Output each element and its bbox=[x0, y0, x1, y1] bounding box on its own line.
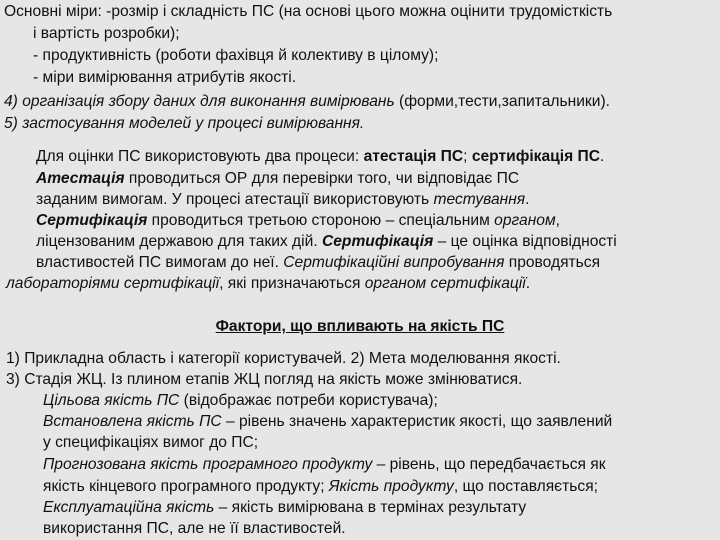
text-line bbox=[43, 477, 598, 497]
plain-text: – рівень, що передбачається як bbox=[372, 456, 606, 473]
text-line bbox=[36, 211, 560, 231]
plain-text: . bbox=[525, 191, 530, 208]
plain-text: Для оцінки ПС використовують два процеси: bbox=[36, 148, 364, 165]
emph-text: Прогнозована якість програмного продукту bbox=[43, 456, 373, 473]
emph-text: лабораторіями сертифікації bbox=[6, 275, 220, 292]
emph-text: 4) організація збору даних для виконання вимірювань bbox=[4, 93, 395, 110]
plain-text: проводяться bbox=[504, 254, 601, 271]
plain-text: . bbox=[525, 275, 531, 292]
emph-text: Встановлена якість ПС bbox=[43, 413, 222, 430]
plain-text: , bbox=[555, 212, 560, 229]
text-line: і вартість розробки); bbox=[33, 25, 180, 42]
text-line bbox=[36, 253, 600, 273]
plain-text: . bbox=[599, 148, 605, 165]
text-line: 1) Прикладна область і категорії користувачей. 2) Мета моделювання якості. bbox=[6, 350, 561, 367]
term-certification: Сертифікація bbox=[321, 233, 434, 250]
plain-text: ; bbox=[463, 148, 472, 165]
text-line bbox=[36, 190, 530, 210]
text-line: - продуктивність (роботи фахівця й колективу в цілому); bbox=[33, 47, 439, 64]
text-line: - міри вимірювання атрибутів якості. bbox=[33, 69, 297, 86]
text-line: 5) застосування моделей у процесі вимірювання. bbox=[4, 115, 365, 132]
plain-text: , які призначаються bbox=[219, 275, 365, 292]
text-line: 3) Стадія ЖЦ. Із плином етапів ЖЦ погляд на якість може змінюватися. bbox=[6, 371, 523, 388]
plain-text: властивостей ПС вимогам до неї. bbox=[36, 254, 284, 271]
text-line bbox=[4, 92, 610, 112]
text-line: використання ПС, але не її властивостей. bbox=[43, 520, 346, 537]
emph-text: тестування bbox=[433, 191, 526, 208]
term-certification: Сертифікація bbox=[36, 212, 148, 229]
plain-text: – якість вимірювана в термінах результату bbox=[214, 499, 527, 516]
text-line bbox=[43, 391, 438, 411]
term-certification: сертифікація ПС bbox=[471, 148, 600, 165]
text-line bbox=[43, 498, 526, 518]
plain-text: – це оцінка відповідності bbox=[433, 233, 617, 250]
plain-text: (форми,тести,запитальники). bbox=[394, 93, 610, 110]
text-line bbox=[36, 232, 617, 252]
plain-text: (відображає потреби користувача); bbox=[179, 392, 438, 409]
emph-text: органом сертифікації bbox=[364, 275, 526, 292]
emph-text: Експлуатаційна якість bbox=[43, 499, 215, 516]
plain-text: проводиться третьою стороною – спеціальним bbox=[147, 212, 495, 229]
plain-text: , що поставляється; bbox=[453, 478, 598, 495]
term-attestation: атестація ПС bbox=[363, 148, 464, 165]
text-line bbox=[43, 412, 612, 432]
text-line bbox=[36, 147, 604, 167]
text-line: Основні міри: -розмір і складність ПС (на основі цього можна оцінити трудомісткість bbox=[4, 3, 613, 20]
text-line bbox=[36, 169, 519, 189]
plain-text: проводиться ОР для перевірки того, чи відповідає ПС bbox=[124, 170, 520, 187]
plain-text: заданим вимогам. У процесі атестації використовують bbox=[36, 191, 434, 208]
plain-text: – рівень значень характеристик якості, що заявлений bbox=[221, 413, 613, 430]
plain-text: якість кінцевого програмного продукту; bbox=[43, 478, 329, 495]
text-line bbox=[6, 274, 530, 294]
emph-text: Якість продукту bbox=[328, 478, 454, 495]
text-line: у специфікаціях вимог до ПС; bbox=[43, 434, 259, 451]
term-attestation: Атестація bbox=[36, 170, 125, 187]
plain-text: ліцензованим державою для таких дій. bbox=[36, 233, 322, 250]
emph-text: органом bbox=[494, 212, 556, 229]
text-line bbox=[43, 455, 606, 475]
section-heading: Фактори, що впливають на якість ПС bbox=[215, 318, 505, 335]
emph-text: Цільова якість ПС bbox=[43, 392, 180, 409]
emph-text: Сертифікаційні випробування bbox=[283, 254, 505, 271]
